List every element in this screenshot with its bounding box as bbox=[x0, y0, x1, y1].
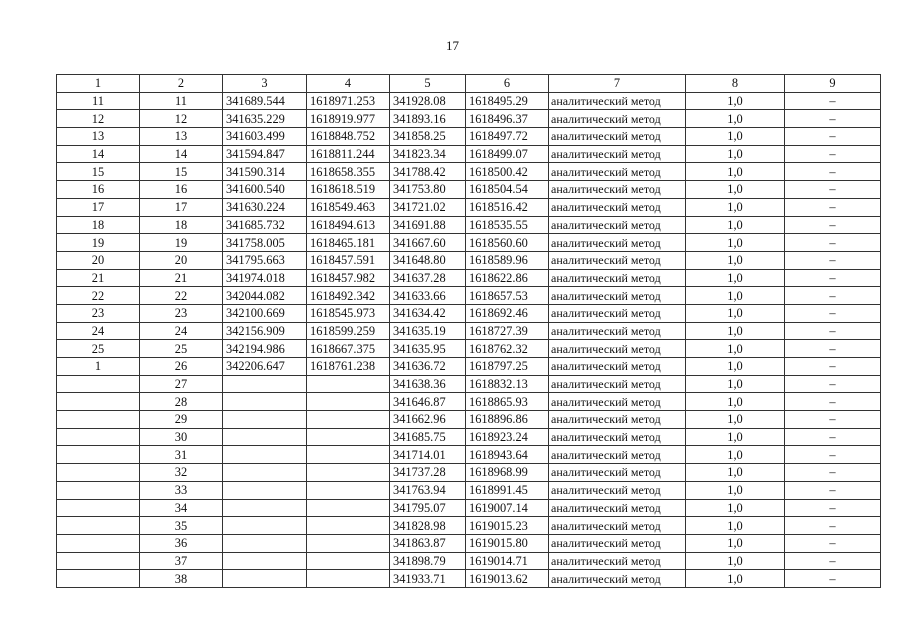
table-row bbox=[57, 481, 881, 499]
accuracy-cell: 1,0 bbox=[686, 269, 785, 287]
x-old: 341600.540 bbox=[223, 181, 307, 199]
note-cell: – bbox=[785, 234, 881, 252]
point-number bbox=[57, 393, 140, 411]
method-cell: аналитический метод bbox=[549, 181, 686, 199]
x-old: 342156.909 bbox=[223, 322, 307, 340]
method-cell: аналитический метод bbox=[549, 517, 686, 535]
method-cell: аналитический метод bbox=[549, 411, 686, 429]
note-cell: – bbox=[785, 269, 881, 287]
x-new: 341648.80 bbox=[390, 251, 466, 269]
table-row bbox=[57, 340, 881, 358]
y-new: 1618896.86 bbox=[466, 411, 549, 429]
y-old bbox=[307, 552, 390, 570]
point-number: 17 bbox=[57, 198, 140, 216]
y-old bbox=[307, 446, 390, 464]
x-new: 341737.28 bbox=[390, 464, 466, 482]
x-old: 342100.669 bbox=[223, 304, 307, 322]
x-old: 342194.986 bbox=[223, 340, 307, 358]
y-old: 1618971.253 bbox=[307, 92, 390, 110]
method-cell: аналитический метод bbox=[549, 322, 686, 340]
column-header: 5 bbox=[390, 75, 466, 93]
accuracy-cell: 1,0 bbox=[686, 393, 785, 411]
x-old: 341974.018 bbox=[223, 269, 307, 287]
point-number bbox=[57, 464, 140, 482]
accuracy-cell: 1,0 bbox=[686, 181, 785, 199]
method-cell: аналитический метод bbox=[549, 269, 686, 287]
note-cell: – bbox=[785, 411, 881, 429]
y-old: 1618667.375 bbox=[307, 340, 390, 358]
method-cell: аналитический метод bbox=[549, 499, 686, 517]
method-cell: аналитический метод bbox=[549, 358, 686, 376]
table-row bbox=[57, 534, 881, 552]
x-new: 341898.79 bbox=[390, 552, 466, 570]
accuracy-cell: 1,0 bbox=[686, 92, 785, 110]
table-row bbox=[57, 163, 881, 181]
x-old bbox=[223, 534, 307, 552]
table-row bbox=[57, 393, 881, 411]
point-number-new: 17 bbox=[140, 198, 223, 216]
y-new: 1619015.23 bbox=[466, 517, 549, 535]
point-number-new: 30 bbox=[140, 428, 223, 446]
y-old: 1618761.238 bbox=[307, 358, 390, 376]
note-cell: – bbox=[785, 375, 881, 393]
point-number bbox=[57, 499, 140, 517]
x-new: 341667.60 bbox=[390, 234, 466, 252]
y-old: 1618618.519 bbox=[307, 181, 390, 199]
point-number-new: 25 bbox=[140, 340, 223, 358]
note-cell: – bbox=[785, 181, 881, 199]
point-number-new: 12 bbox=[140, 110, 223, 128]
x-old bbox=[223, 499, 307, 517]
table-row bbox=[57, 464, 881, 482]
column-header: 4 bbox=[307, 75, 390, 93]
column-header: 6 bbox=[466, 75, 549, 93]
y-old: 1618457.982 bbox=[307, 269, 390, 287]
table-row bbox=[57, 499, 881, 517]
x-old bbox=[223, 375, 307, 393]
column-header: 9 bbox=[785, 75, 881, 93]
point-number-new: 20 bbox=[140, 251, 223, 269]
y-old bbox=[307, 428, 390, 446]
y-old: 1618465.181 bbox=[307, 234, 390, 252]
table-row bbox=[57, 446, 881, 464]
x-new: 341928.08 bbox=[390, 92, 466, 110]
accuracy-cell: 1,0 bbox=[686, 234, 785, 252]
note-cell: – bbox=[785, 304, 881, 322]
y-new: 1618495.29 bbox=[466, 92, 549, 110]
x-old: 341594.847 bbox=[223, 145, 307, 163]
table-row bbox=[57, 181, 881, 199]
note-cell: – bbox=[785, 534, 881, 552]
accuracy-cell: 1,0 bbox=[686, 251, 785, 269]
point-number: 13 bbox=[57, 128, 140, 146]
coordinates-table bbox=[56, 74, 881, 588]
method-cell: аналитический метод bbox=[549, 393, 686, 411]
x-old bbox=[223, 481, 307, 499]
y-new: 1618991.45 bbox=[466, 481, 549, 499]
point-number-new: 36 bbox=[140, 534, 223, 552]
y-new: 1618499.07 bbox=[466, 145, 549, 163]
y-old: 1618492.342 bbox=[307, 287, 390, 305]
x-old: 342206.647 bbox=[223, 358, 307, 376]
table-row bbox=[57, 517, 881, 535]
point-number: 22 bbox=[57, 287, 140, 305]
accuracy-cell: 1,0 bbox=[686, 163, 785, 181]
method-cell: аналитический метод bbox=[549, 110, 686, 128]
x-new: 341721.02 bbox=[390, 198, 466, 216]
x-old: 341685.732 bbox=[223, 216, 307, 234]
x-old: 341758.005 bbox=[223, 234, 307, 252]
x-old: 342044.082 bbox=[223, 287, 307, 305]
point-number-new: 38 bbox=[140, 570, 223, 588]
point-number bbox=[57, 446, 140, 464]
accuracy-cell: 1,0 bbox=[686, 216, 785, 234]
y-old: 1618549.463 bbox=[307, 198, 390, 216]
note-cell: – bbox=[785, 110, 881, 128]
x-new: 341863.87 bbox=[390, 534, 466, 552]
method-cell: аналитический метод bbox=[549, 552, 686, 570]
y-old: 1618848.752 bbox=[307, 128, 390, 146]
x-old: 341689.544 bbox=[223, 92, 307, 110]
method-cell: аналитический метод bbox=[549, 287, 686, 305]
column-header: 2 bbox=[140, 75, 223, 93]
point-number-new: 35 bbox=[140, 517, 223, 535]
x-old: 341635.229 bbox=[223, 110, 307, 128]
y-new: 1618535.55 bbox=[466, 216, 549, 234]
point-number-new: 13 bbox=[140, 128, 223, 146]
x-new: 341753.80 bbox=[390, 181, 466, 199]
point-number: 11 bbox=[57, 92, 140, 110]
point-number bbox=[57, 411, 140, 429]
x-new: 341634.42 bbox=[390, 304, 466, 322]
column-header: 3 bbox=[223, 75, 307, 93]
accuracy-cell: 1,0 bbox=[686, 499, 785, 517]
note-cell: – bbox=[785, 570, 881, 588]
table-row bbox=[57, 375, 881, 393]
method-cell: аналитический метод bbox=[549, 128, 686, 146]
y-old: 1618919.977 bbox=[307, 110, 390, 128]
point-number bbox=[57, 534, 140, 552]
point-number-new: 26 bbox=[140, 358, 223, 376]
y-new: 1618865.93 bbox=[466, 393, 549, 411]
accuracy-cell: 1,0 bbox=[686, 552, 785, 570]
method-cell: аналитический метод bbox=[549, 92, 686, 110]
accuracy-cell: 1,0 bbox=[686, 411, 785, 429]
method-cell: аналитический метод bbox=[549, 375, 686, 393]
point-number-new: 16 bbox=[140, 181, 223, 199]
y-old bbox=[307, 375, 390, 393]
x-old bbox=[223, 393, 307, 411]
accuracy-cell: 1,0 bbox=[686, 517, 785, 535]
accuracy-cell: 1,0 bbox=[686, 446, 785, 464]
y-old bbox=[307, 517, 390, 535]
point-number bbox=[57, 552, 140, 570]
point-number-new: 31 bbox=[140, 446, 223, 464]
table-row bbox=[57, 198, 881, 216]
y-old bbox=[307, 464, 390, 482]
x-new: 341828.98 bbox=[390, 517, 466, 535]
column-header: 1 bbox=[57, 75, 140, 93]
y-old bbox=[307, 570, 390, 588]
x-old bbox=[223, 428, 307, 446]
table-row bbox=[57, 110, 881, 128]
note-cell: – bbox=[785, 446, 881, 464]
method-cell: аналитический метод bbox=[549, 251, 686, 269]
point-number: 14 bbox=[57, 145, 140, 163]
x-new: 341662.96 bbox=[390, 411, 466, 429]
table-row bbox=[57, 322, 881, 340]
table-row bbox=[57, 411, 881, 429]
accuracy-cell: 1,0 bbox=[686, 375, 785, 393]
y-old: 1618599.259 bbox=[307, 322, 390, 340]
note-cell: – bbox=[785, 464, 881, 482]
accuracy-cell: 1,0 bbox=[686, 570, 785, 588]
note-cell: – bbox=[785, 499, 881, 517]
y-new: 1618727.39 bbox=[466, 322, 549, 340]
y-new: 1618589.96 bbox=[466, 251, 549, 269]
y-new: 1618923.24 bbox=[466, 428, 549, 446]
method-cell: аналитический метод bbox=[549, 198, 686, 216]
table-row bbox=[57, 570, 881, 588]
y-new: 1618622.86 bbox=[466, 269, 549, 287]
x-new: 341788.42 bbox=[390, 163, 466, 181]
point-number: 25 bbox=[57, 340, 140, 358]
y-new: 1618943.64 bbox=[466, 446, 549, 464]
point-number-new: 24 bbox=[140, 322, 223, 340]
y-new: 1618500.42 bbox=[466, 163, 549, 181]
y-new: 1618797.25 bbox=[466, 358, 549, 376]
method-cell: аналитический метод bbox=[549, 163, 686, 181]
y-old bbox=[307, 499, 390, 517]
x-old bbox=[223, 552, 307, 570]
x-new: 341638.36 bbox=[390, 375, 466, 393]
point-number: 12 bbox=[57, 110, 140, 128]
note-cell: – bbox=[785, 287, 881, 305]
x-old bbox=[223, 446, 307, 464]
y-new: 1619007.14 bbox=[466, 499, 549, 517]
x-new: 341795.07 bbox=[390, 499, 466, 517]
accuracy-cell: 1,0 bbox=[686, 428, 785, 446]
point-number-new: 18 bbox=[140, 216, 223, 234]
method-cell: аналитический метод bbox=[549, 234, 686, 252]
accuracy-cell: 1,0 bbox=[686, 287, 785, 305]
table-header-row bbox=[57, 75, 881, 93]
y-old bbox=[307, 534, 390, 552]
y-new: 1619014.71 bbox=[466, 552, 549, 570]
x-old: 341630.224 bbox=[223, 198, 307, 216]
accuracy-cell: 1,0 bbox=[686, 110, 785, 128]
y-new: 1618968.99 bbox=[466, 464, 549, 482]
note-cell: – bbox=[785, 481, 881, 499]
x-new: 341691.88 bbox=[390, 216, 466, 234]
point-number-new: 21 bbox=[140, 269, 223, 287]
y-old bbox=[307, 393, 390, 411]
table-row bbox=[57, 251, 881, 269]
table-row bbox=[57, 92, 881, 110]
note-cell: – bbox=[785, 552, 881, 570]
point-number: 23 bbox=[57, 304, 140, 322]
x-new: 341635.19 bbox=[390, 322, 466, 340]
y-old: 1618457.591 bbox=[307, 251, 390, 269]
note-cell: – bbox=[785, 358, 881, 376]
point-number bbox=[57, 375, 140, 393]
method-cell: аналитический метод bbox=[549, 340, 686, 358]
column-header: 7 bbox=[549, 75, 686, 93]
accuracy-cell: 1,0 bbox=[686, 128, 785, 146]
method-cell: аналитический метод bbox=[549, 570, 686, 588]
note-cell: – bbox=[785, 322, 881, 340]
point-number-new: 33 bbox=[140, 481, 223, 499]
x-new: 341685.75 bbox=[390, 428, 466, 446]
point-number-new: 27 bbox=[140, 375, 223, 393]
note-cell: – bbox=[785, 340, 881, 358]
point-number bbox=[57, 481, 140, 499]
y-new: 1618657.53 bbox=[466, 287, 549, 305]
page-number: 17 bbox=[446, 38, 459, 53]
x-old: 341590.314 bbox=[223, 163, 307, 181]
point-number: 16 bbox=[57, 181, 140, 199]
x-old bbox=[223, 464, 307, 482]
y-new: 1618497.72 bbox=[466, 128, 549, 146]
accuracy-cell: 1,0 bbox=[686, 481, 785, 499]
note-cell: – bbox=[785, 145, 881, 163]
accuracy-cell: 1,0 bbox=[686, 304, 785, 322]
y-new: 1619013.62 bbox=[466, 570, 549, 588]
point-number-new: 23 bbox=[140, 304, 223, 322]
accuracy-cell: 1,0 bbox=[686, 340, 785, 358]
note-cell: – bbox=[785, 92, 881, 110]
method-cell: аналитический метод bbox=[549, 428, 686, 446]
y-new: 1619015.80 bbox=[466, 534, 549, 552]
point-number-new: 28 bbox=[140, 393, 223, 411]
method-cell: аналитический метод bbox=[549, 481, 686, 499]
y-old: 1618494.613 bbox=[307, 216, 390, 234]
x-new: 341858.25 bbox=[390, 128, 466, 146]
point-number-new: 11 bbox=[140, 92, 223, 110]
point-number: 24 bbox=[57, 322, 140, 340]
method-cell: аналитический метод bbox=[549, 145, 686, 163]
y-new: 1618504.54 bbox=[466, 181, 549, 199]
table-row bbox=[57, 287, 881, 305]
point-number: 19 bbox=[57, 234, 140, 252]
x-new: 341893.16 bbox=[390, 110, 466, 128]
table-body bbox=[57, 92, 881, 587]
table-row bbox=[57, 216, 881, 234]
point-number-new: 37 bbox=[140, 552, 223, 570]
y-old: 1618545.973 bbox=[307, 304, 390, 322]
point-number-new: 29 bbox=[140, 411, 223, 429]
point-number: 21 bbox=[57, 269, 140, 287]
method-cell: аналитический метод bbox=[549, 534, 686, 552]
point-number: 20 bbox=[57, 251, 140, 269]
note-cell: – bbox=[785, 163, 881, 181]
x-new: 341637.28 bbox=[390, 269, 466, 287]
y-new: 1618762.32 bbox=[466, 340, 549, 358]
y-new: 1618516.42 bbox=[466, 198, 549, 216]
point-number-new: 14 bbox=[140, 145, 223, 163]
point-number: 18 bbox=[57, 216, 140, 234]
x-old: 341603.499 bbox=[223, 128, 307, 146]
note-cell: – bbox=[785, 216, 881, 234]
x-old: 341795.663 bbox=[223, 251, 307, 269]
note-cell: – bbox=[785, 128, 881, 146]
method-cell: аналитический метод bbox=[549, 446, 686, 464]
point-number-new: 22 bbox=[140, 287, 223, 305]
table-row bbox=[57, 145, 881, 163]
x-old bbox=[223, 411, 307, 429]
table-row bbox=[57, 234, 881, 252]
note-cell: – bbox=[785, 251, 881, 269]
table-row bbox=[57, 269, 881, 287]
method-cell: аналитический метод bbox=[549, 304, 686, 322]
table-row bbox=[57, 552, 881, 570]
accuracy-cell: 1,0 bbox=[686, 198, 785, 216]
x-new: 341636.72 bbox=[390, 358, 466, 376]
table-row bbox=[57, 428, 881, 446]
accuracy-cell: 1,0 bbox=[686, 534, 785, 552]
x-old bbox=[223, 570, 307, 588]
point-number bbox=[57, 570, 140, 588]
column-header: 8 bbox=[686, 75, 785, 93]
x-old bbox=[223, 517, 307, 535]
y-old bbox=[307, 481, 390, 499]
x-new: 341633.66 bbox=[390, 287, 466, 305]
y-old bbox=[307, 411, 390, 429]
table-row bbox=[57, 358, 881, 376]
y-old: 1618658.355 bbox=[307, 163, 390, 181]
point-number-new: 32 bbox=[140, 464, 223, 482]
point-number: 1 bbox=[57, 358, 140, 376]
x-new: 341635.95 bbox=[390, 340, 466, 358]
x-new: 341823.34 bbox=[390, 145, 466, 163]
note-cell: – bbox=[785, 198, 881, 216]
point-number bbox=[57, 517, 140, 535]
x-new: 341763.94 bbox=[390, 481, 466, 499]
y-new: 1618832.13 bbox=[466, 375, 549, 393]
y-new: 1618496.37 bbox=[466, 110, 549, 128]
accuracy-cell: 1,0 bbox=[686, 322, 785, 340]
point-number: 15 bbox=[57, 163, 140, 181]
x-new: 341933.71 bbox=[390, 570, 466, 588]
method-cell: аналитический метод bbox=[549, 464, 686, 482]
note-cell: – bbox=[785, 393, 881, 411]
table-row bbox=[57, 128, 881, 146]
point-number-new: 34 bbox=[140, 499, 223, 517]
x-new: 341714.01 bbox=[390, 446, 466, 464]
y-old: 1618811.244 bbox=[307, 145, 390, 163]
note-cell: – bbox=[785, 428, 881, 446]
y-new: 1618560.60 bbox=[466, 234, 549, 252]
point-number-new: 15 bbox=[140, 163, 223, 181]
table-row bbox=[57, 304, 881, 322]
point-number-new: 19 bbox=[140, 234, 223, 252]
accuracy-cell: 1,0 bbox=[686, 464, 785, 482]
x-new: 341646.87 bbox=[390, 393, 466, 411]
note-cell: – bbox=[785, 517, 881, 535]
accuracy-cell: 1,0 bbox=[686, 358, 785, 376]
accuracy-cell: 1,0 bbox=[686, 145, 785, 163]
point-number bbox=[57, 428, 140, 446]
method-cell: аналитический метод bbox=[549, 216, 686, 234]
y-new: 1618692.46 bbox=[466, 304, 549, 322]
